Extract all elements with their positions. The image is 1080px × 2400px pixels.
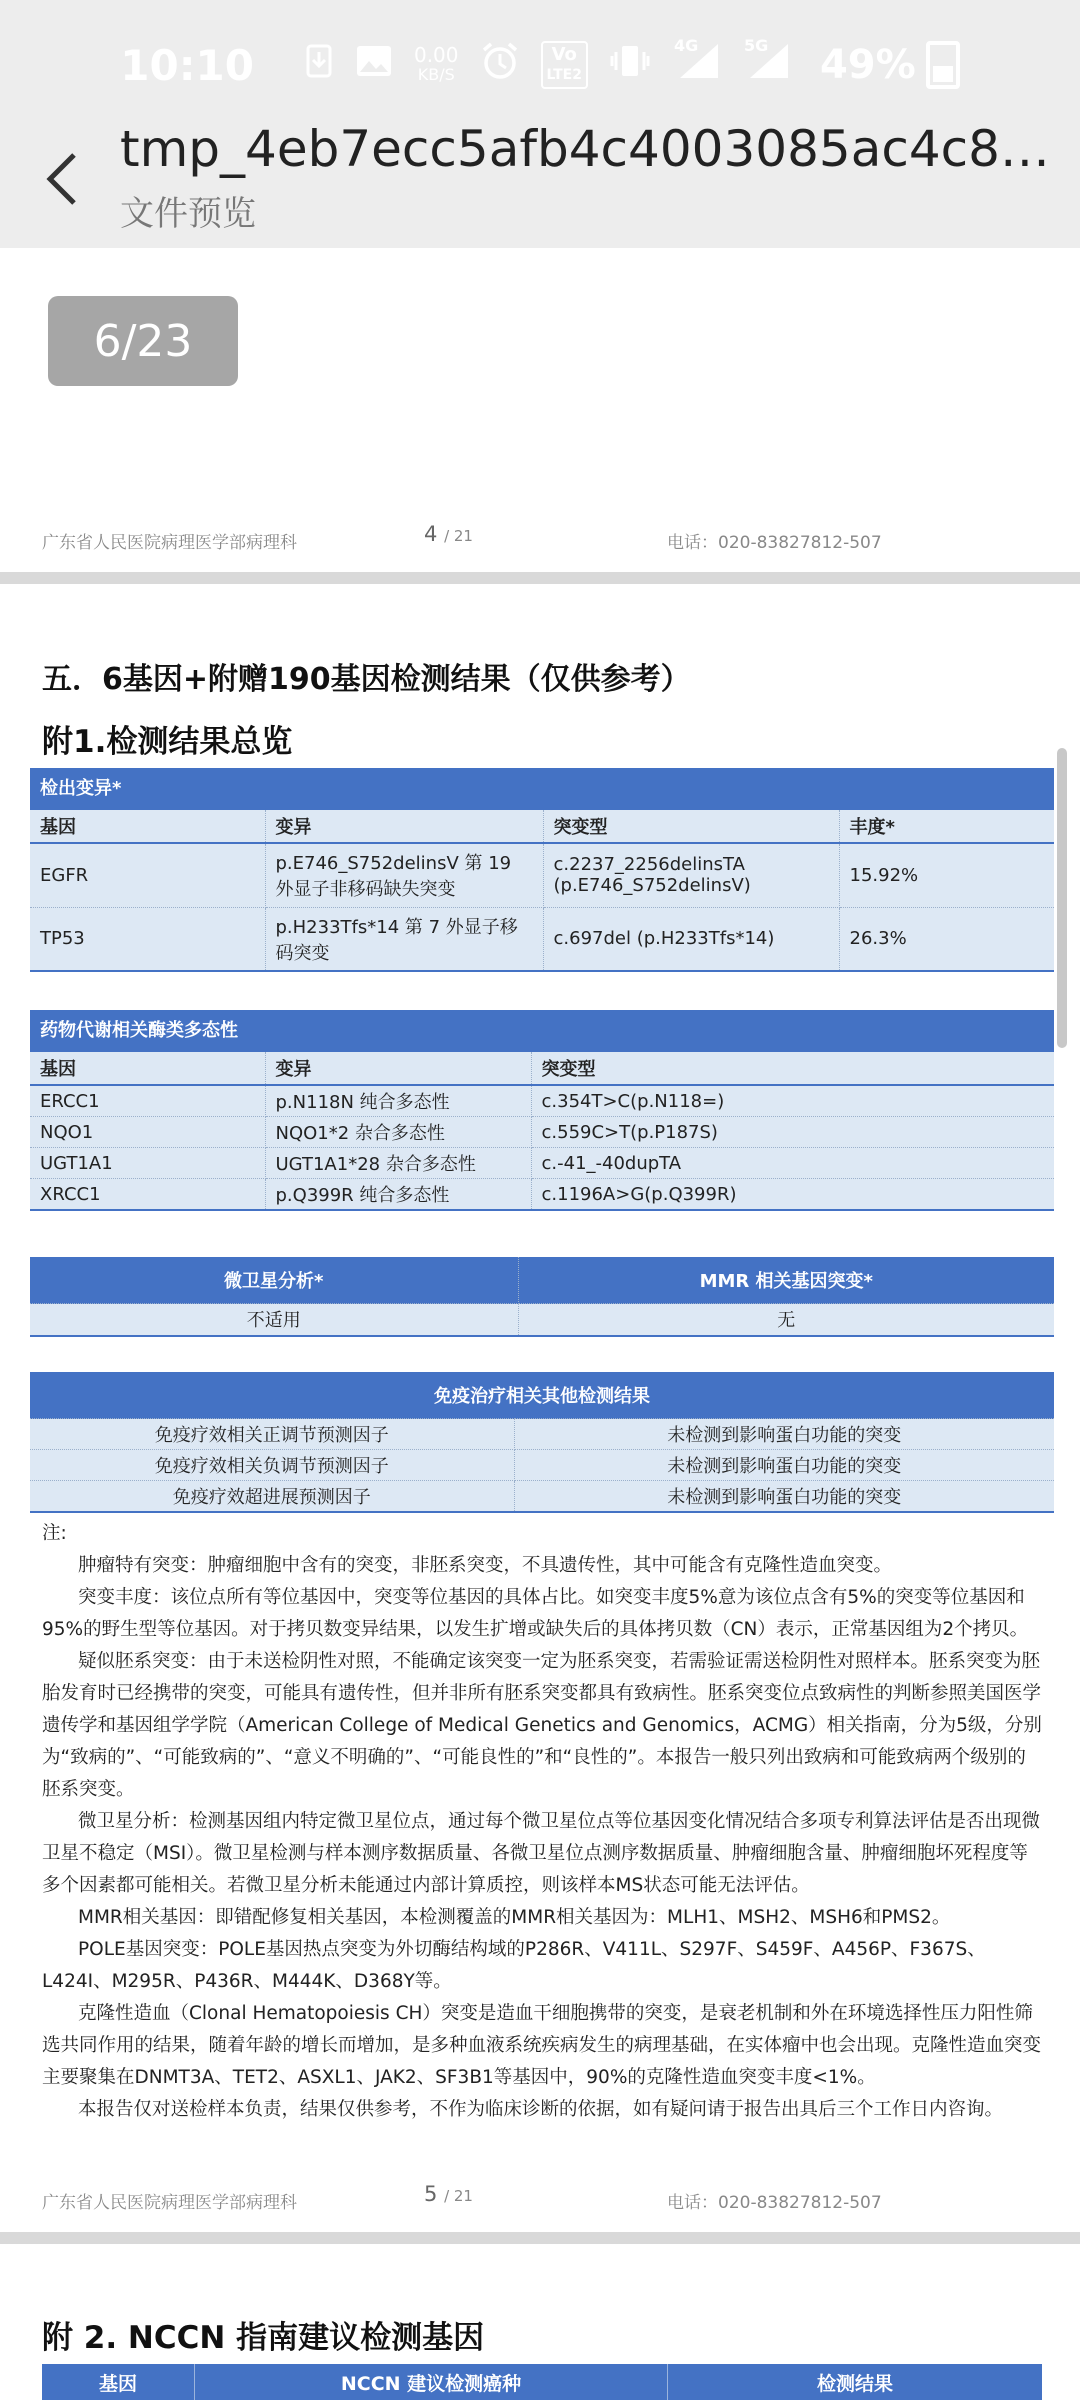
back-button[interactable] [36, 144, 86, 214]
msi-mmr-table [30, 1257, 1054, 1337]
section-title: 五．6基因+附赠190基因检测结果（仅供参考） [42, 662, 691, 697]
table-row: UGT1A1 UGT1A1*28 杂合多态性 c.-41_-40dupTA [30, 1148, 1054, 1179]
table-row: 不适用 无 [30, 1304, 1054, 1336]
table-header-row: 基因 变异 突变型 丰度* [30, 810, 1054, 843]
notes-section [42, 1518, 1042, 2126]
table-row: EGFR p.E746_S752delinsV 第 19 外显子非移码缺失突变 c.2237_2256delinsTA (p.E746_S752delinsV) 15.92% [30, 843, 1054, 907]
table-header-row: 基因 变异 突变型 [30, 1052, 1054, 1085]
page-footer [42, 2182, 1042, 2212]
note-paragraph: 本报告仅对送检样本负责，结果仅供参考，不作为临床诊断的依据，如有疑问请于报告出具后三个工作日内咨询。 [78, 2099, 1004, 2120]
note-paragraph: 克隆性造血（Clonal Hematopoiesis CH）突变是造血干细胞携带的突变，是衰老机制和外在环境选择性压力阳性筛选共同作用的结果，随着年龄的增长而增加，是多种血液系统疾病发生的病理基础，在实体瘤中也会出现。克隆性造血突变主要聚集在DNMT3A、TET2、ASXL1、JAK2、SF3B1等基因中，90%的克隆性造血突变丰度<1%。 [42, 2003, 1042, 2088]
download-icon [306, 44, 332, 86]
table-row: ERCC1 p.N118N 纯合多态性 c.354T>C(p.N118=) [30, 1085, 1054, 1117]
page-separator [0, 2232, 1080, 2244]
note-paragraph: 突变丰度：该位点所有等位基因中，突变等位基因的具体占比。如突变丰度5%意为该位点含有5%的突变等位基因和95%的野生型等位基因。对于拷贝数变异结果，以发生扩增或缺失后的具体拷贝数（CN）表示，正常基因组为2个拷贝。 [42, 1587, 1029, 1640]
notes-label: 注: [42, 1523, 67, 1544]
footer-hospital: 广东省人民医院病理医学部病理科 [42, 2193, 297, 2213]
note-paragraph: POLE基因突变：POLE基因热点突变为外切酶结构域的P286R、V411L、S297F、S459F、A456P、F367S、L424I、M295R、P436R、M444K、D368Y等。 [42, 1939, 986, 1992]
table-row: 免疫疗效相关正调节预测因子 未检测到影响蛋白功能的突变 [30, 1419, 1054, 1450]
footer-phone: 电话：020-83827812-507 [667, 533, 882, 553]
file-title: tmp_4eb7ecc5afb4c4003085ac4c8… [120, 120, 1050, 178]
footer-hospital: 广东省人民医院病理医学部病理科 [42, 533, 297, 553]
table-title: 检出变异* [30, 768, 1054, 810]
page-indicator: 6/23 [48, 296, 238, 386]
table-row: XRCC1 p.Q399R 纯合多态性 c.1196A>G(p.Q399R) [30, 1179, 1054, 1211]
page-footer [42, 522, 1042, 552]
chevron-left-icon [44, 151, 78, 207]
table-title: 药物代谢相关酶类多态性 [30, 1010, 1054, 1052]
nccn-table-header: 基因 NCCN 建议检测癌种 检测结果 [42, 2364, 1042, 2400]
detected-variants-table [30, 768, 1054, 972]
table-row: 免疫疗效超进展预测因子 未检测到影响蛋白功能的突变 [30, 1481, 1054, 1513]
footer-page-number: 5 / 21 [424, 2182, 473, 2206]
table-header-row: 微卫星分析* MMR 相关基因突变* [30, 1257, 1054, 1304]
clock: 10:10 [120, 40, 254, 90]
table-header-row: 免疫治疗相关其他检测结果 [30, 1372, 1054, 1419]
signal-icon: 4G [674, 42, 720, 88]
drug-metabolism-table [30, 1010, 1054, 1211]
immunotherapy-table [30, 1372, 1054, 1513]
signal-icon: 5G [744, 42, 790, 88]
page-separator [0, 572, 1080, 584]
note-paragraph: 微卫星分析：检测基因组内特定微卫星位点，通过每个微卫星位点等位基因变化情况结合多项专利算法评估是否出现微卫星不稳定（MSI）。微卫星检测与样本测序数据质量、各微卫星位点测序数据质量、肿瘤细胞含量、肿瘤细胞坏死程度等多个因素都可能相关。若微卫星分析未能通过内部计算质控，则该样本MS状态可能无法评估。 [42, 1811, 1041, 1896]
alarm-icon [481, 42, 519, 88]
battery-icon [926, 41, 960, 89]
table-row: TP53 p.H233Tfs*14 第 7 外显子移码突变 c.697del (p.H233Tfs*14) 26.3% [30, 907, 1054, 971]
note-paragraph: 疑似胚系突变：由于未送检阴性对照，不能确定该突变一定为胚系突变，若需验证需送检阴性对照样本。胚系突变为胚胎发育时已经携带的突变，可能具有遗传性，但并非所有胚系突变都具有致病性。胚系突变位点致病性的判断参照美国医学遗传学和基因组学学院（American College of Medical Genetics and Genomics，ACMG）相关指南，分为5级，分别为“致病的”、“可能致病的”、“意义不明确的”、“可能良性的”和“良性的”。本报告一般只列出致病和可能致病两个级别的胚系突变。 [42, 1651, 1042, 1800]
note-paragraph: 肿瘤特有突变：肿瘤细胞中含有的突变，非胚系突变，不具遗传性，其中可能含有克隆性造血突变。 [78, 1555, 893, 1576]
file-subtitle: 文件预览 [120, 194, 256, 234]
note-paragraph: MMR相关基因：即错配修复相关基因，本检测覆盖的MMR相关基因为：MLH1、MSH2、MSH6和PMS2。 [78, 1907, 951, 1928]
vibrate-icon [610, 44, 650, 86]
appendix2-title: 附 2. NCCN 指南建议检测基因 [42, 2320, 485, 2356]
net-speed: 0.00 KB/S [413, 43, 459, 84]
table-row: 免疫疗效相关负调节预测因子 未检测到影响蛋白功能的突变 [30, 1450, 1054, 1481]
table-row: NQO1 NQO1*2 杂合多态性 c.559C>T(p.P187S) [30, 1117, 1054, 1148]
footer-phone: 电话：020-83827812-507 [667, 2193, 882, 2213]
volte-badge: Vo LTE2 [541, 41, 588, 89]
image-icon [356, 45, 392, 85]
scrollbar-thumb[interactable] [1057, 748, 1067, 1048]
battery-level: 49% [819, 42, 916, 88]
appendix1-title: 附1.检测结果总览 [42, 724, 293, 760]
footer-page-number: 4 / 21 [424, 522, 473, 546]
app-bar [0, 100, 1080, 248]
